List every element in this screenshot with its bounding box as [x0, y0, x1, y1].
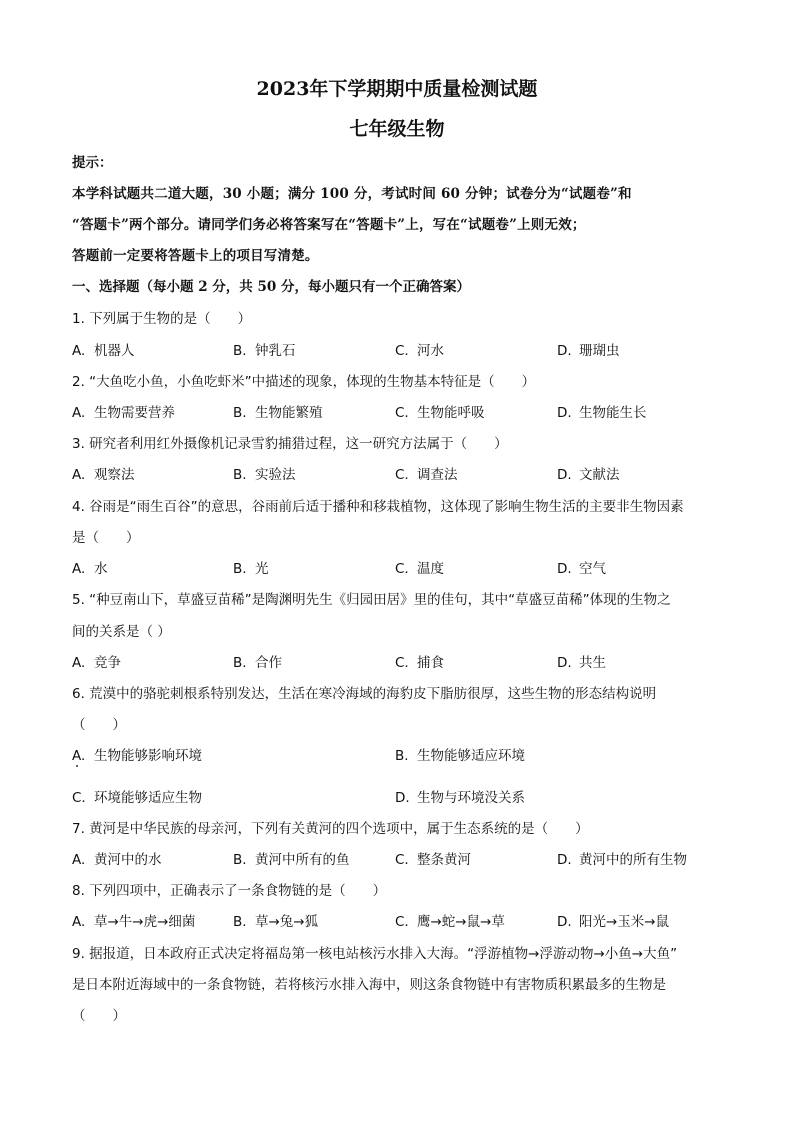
option-d: D. 共生: [557, 655, 606, 671]
option-a: A. 黄河中的水: [72, 852, 162, 868]
option-c: C. 河水: [395, 343, 444, 359]
question-stem-continued: （ ）: [72, 717, 126, 733]
question-stem: 4. 谷雨是“雨生百谷”的意思，谷雨前后适于播种和移栽植物，这体现了影响生物生活的主要非生物因素: [72, 499, 684, 515]
question-stem-continued: 是日本附近海域中的一条食物链，若将核污水排入海中，则这条食物链中有害物质积累最多的生物是: [72, 977, 666, 993]
option-a: A. 机器人: [72, 343, 135, 359]
question-stem-continued: 是（ ）: [72, 530, 140, 546]
question-stem: 5. “种豆南山下，草盛豆苗稀”是陶渊明先生《归园田居》里的佳句，其中“草盛豆苗稀”体现的生物之: [72, 592, 671, 608]
option-c: C. 生物能呼吸: [395, 405, 485, 421]
exam-title: 2023年下学期期中质量检测试题: [256, 78, 538, 100]
question-stem: 6. 荒漠中的骆驼刺根系特别发达，生活在寒冷海域的海豹皮下脂肪很厚，这些生物的形态结构说明: [72, 686, 657, 702]
option-c: C. 环境能够适应生物: [72, 790, 202, 806]
exam-subject: 七年级生物: [349, 118, 445, 140]
option-a: A. 生物需要营养: [72, 405, 175, 421]
option-b: B. 黄河中所有的鱼: [233, 852, 350, 868]
option-c: C. 捕食: [395, 655, 444, 671]
question-stem: 3. 研究者利用红外摄像机记录雪豹捕猎过程，这一研究方法属于（ ）: [72, 436, 508, 452]
question-stem: 8. 下列四项中，正确表示了一条食物链的是（ ）: [72, 883, 387, 899]
question-stem: 1. 下列属于生物的是（ ）: [72, 311, 252, 327]
question-stem: 2. “大鱼吃小鱼，小鱼吃虾米”中描述的现象，体现的生物基本特征是（ ）: [72, 374, 536, 390]
option-d: D. 生物与环境没关系: [395, 790, 525, 806]
option-b: B. 生物能够适应环境: [395, 748, 525, 764]
question-stem-continued: 间的关系是（ ）: [72, 624, 171, 640]
stray-mark: [76, 765, 78, 767]
option-a: A. 水: [72, 561, 108, 577]
option-b: B. 合作: [233, 655, 282, 671]
option-d: D. 文献法: [557, 467, 620, 483]
option-c: C. 温度: [395, 561, 444, 577]
option-d: D. 生物能生长: [557, 405, 647, 421]
option-a: A. 生物能够影响环境: [72, 748, 202, 764]
option-b: B. 生物能繁殖: [233, 405, 323, 421]
notice-label: 提示：: [72, 155, 113, 171]
option-c: C. 鹰→蛇→鼠→草: [395, 914, 505, 930]
option-b: B. 光: [233, 561, 269, 577]
section-heading: 一、选择题（每小题 2 分，共 50 分，每小题只有一个正确答案）: [72, 279, 470, 295]
option-b: B. 钟乳石: [233, 343, 296, 359]
option-a: A. 观察法: [72, 467, 135, 483]
option-b: B. 草→兔→狐: [233, 914, 319, 930]
option-d: D. 空气: [557, 561, 606, 577]
option-d: D. 珊瑚虫: [557, 343, 620, 359]
option-a: A. 竞争: [72, 655, 121, 671]
notice-line: “答题卡”两个部分。请同学们务必将答案写在“答题卡”上，写在“试题卷”上则无效；: [72, 217, 586, 233]
question-stem-continued: （ ）: [72, 1008, 126, 1024]
option-c: C. 整条黄河: [395, 852, 471, 868]
option-b: B. 实验法: [233, 467, 296, 483]
question-stem: 7. 黄河是中华民族的母亲河，下列有关黄河的四个选项中，属于生态系统的是（ ）: [72, 821, 589, 837]
option-a: A. 草→牛→虎→细菌: [72, 914, 196, 930]
option-c: C. 调查法: [395, 467, 458, 483]
option-d: D. 阳光→玉米→鼠: [557, 914, 670, 930]
option-d: D. 黄河中的所有生物: [557, 852, 687, 868]
notice-line: 本学科试题共二道大题，30 小题；满分 100 分，考试时间 60 分钟；试卷分为“试题卷”和: [72, 186, 632, 202]
question-stem: 9. 据报道，日本政府正式决定将福岛第一核电站核污水排入大海。“浮游植物→浮游动物→小鱼→大鱼”: [72, 946, 678, 962]
notice-line: 答题前一定要将答题卡上的项目写清楚。: [72, 248, 319, 264]
